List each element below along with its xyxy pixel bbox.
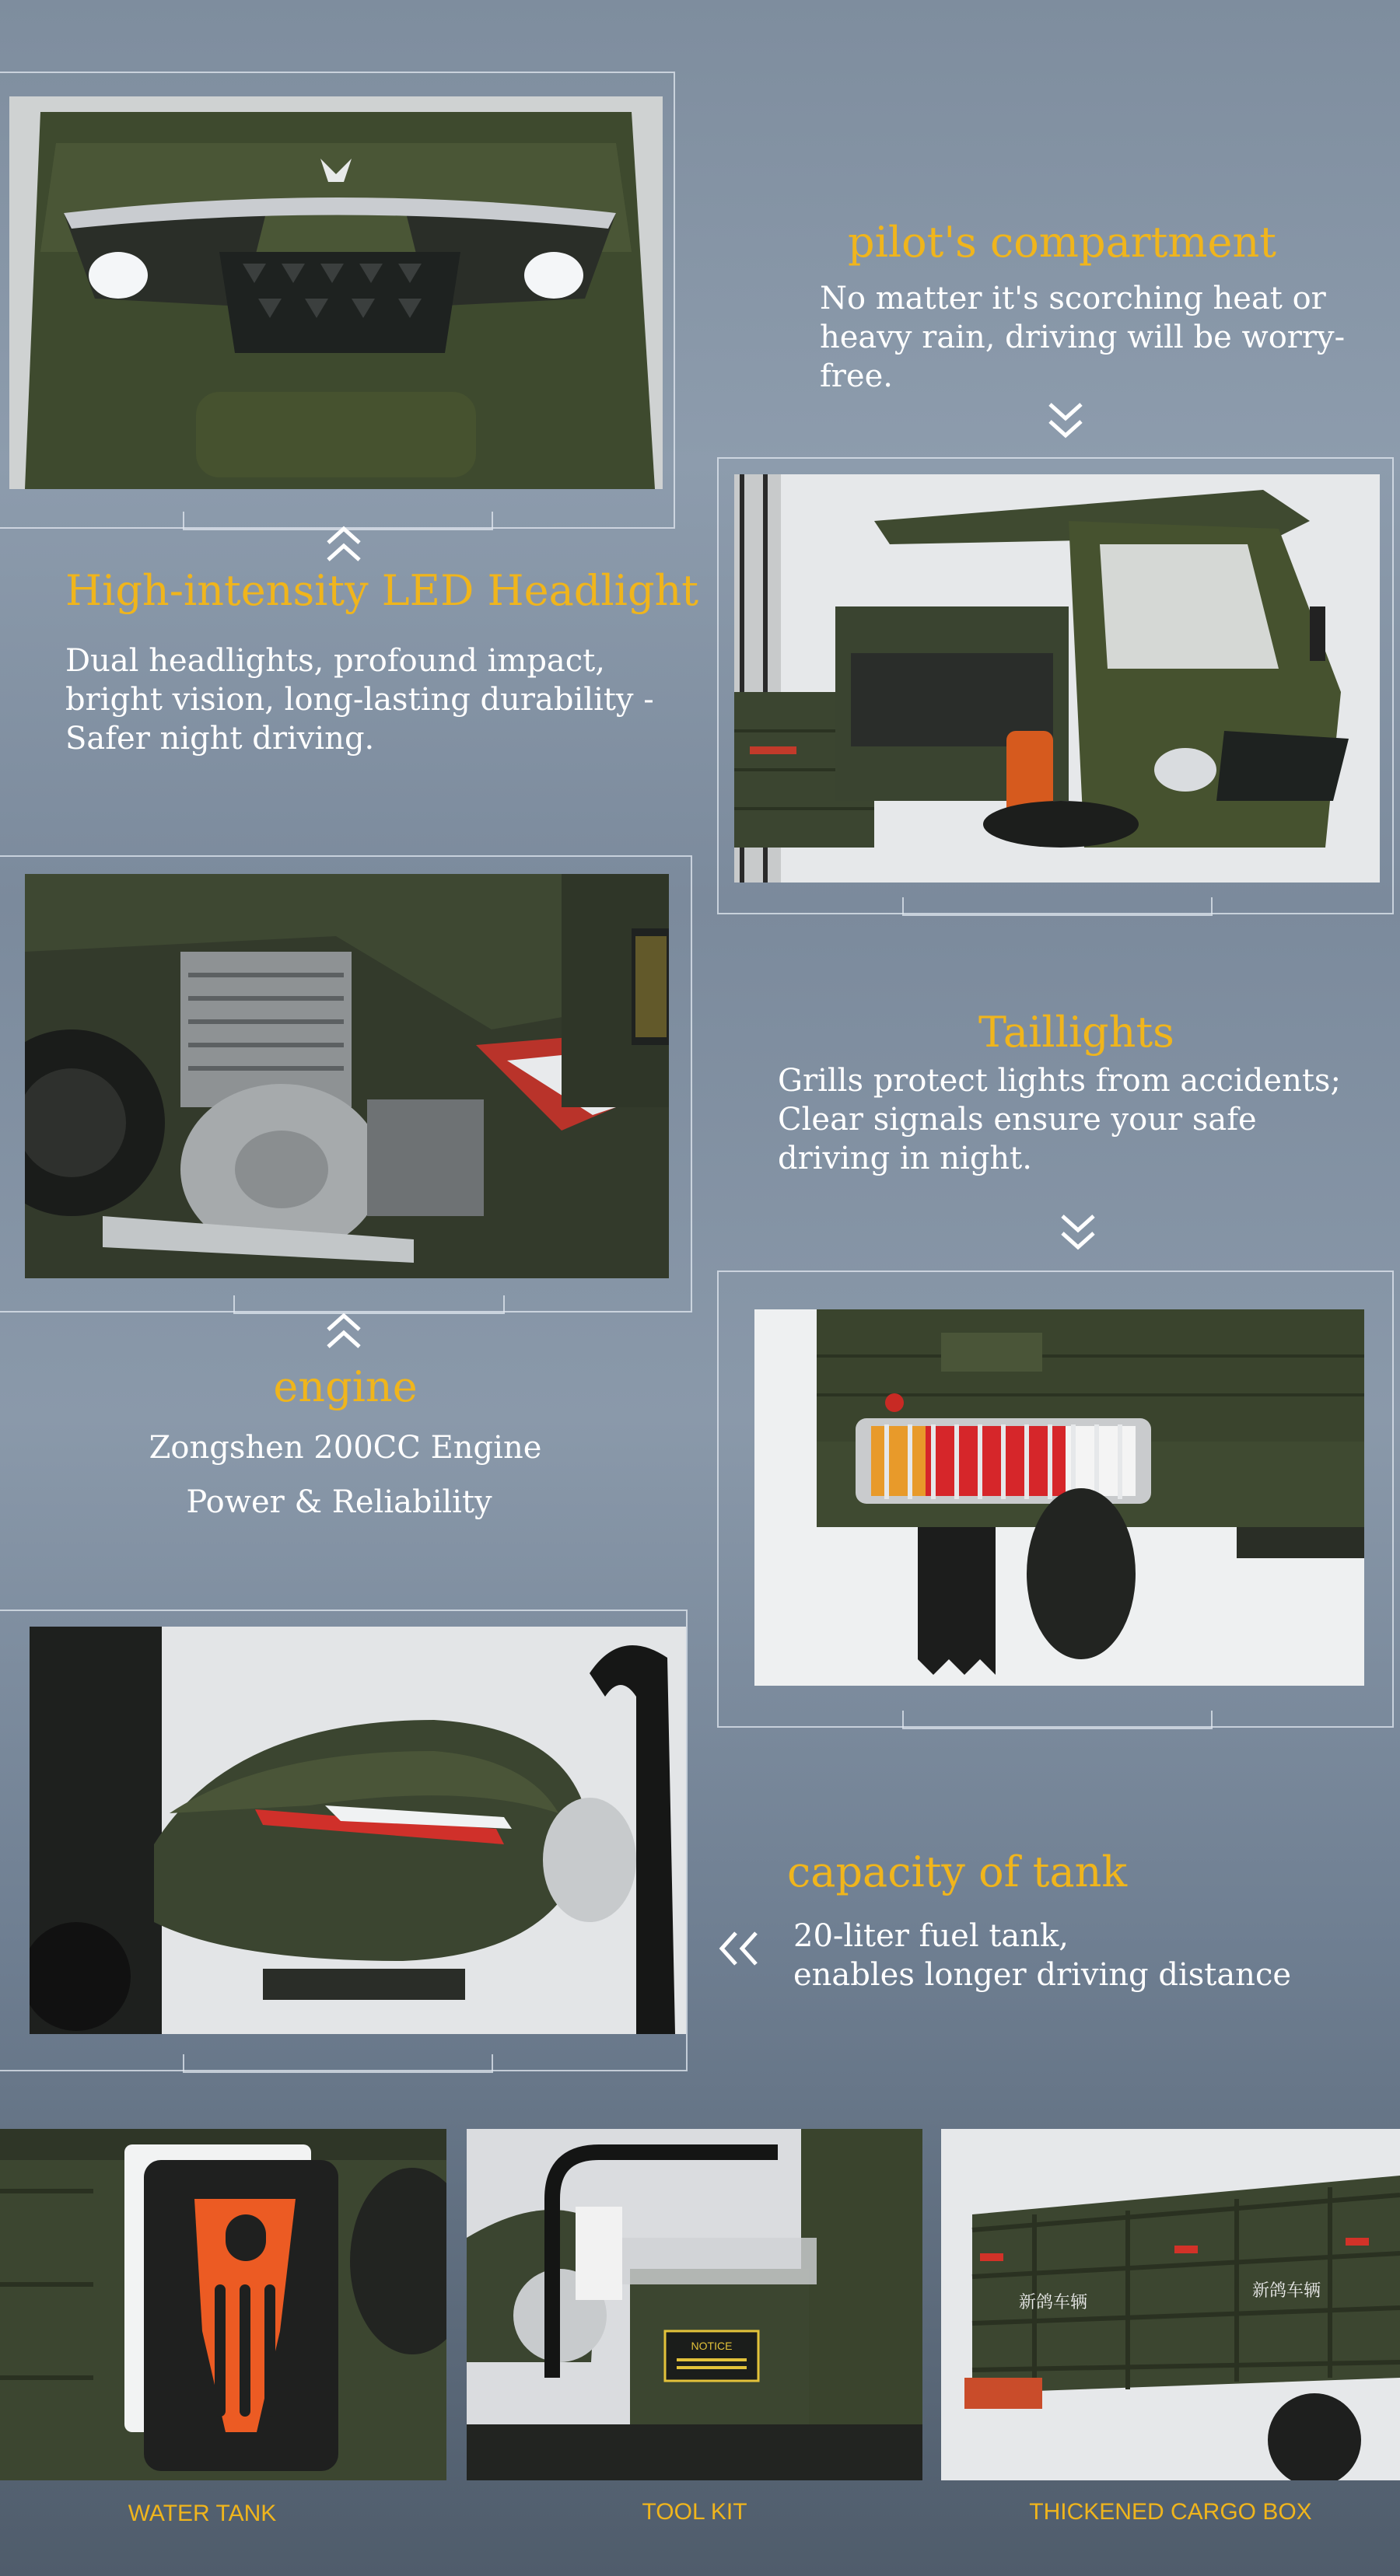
headlight-line: bright vision, long-lasting durability -: [65, 682, 654, 718]
cargo-box-marking-left: 新鸽车辆: [1019, 2293, 1088, 2312]
cargo-box-photo: [941, 2129, 1400, 2480]
pilot-line: free.: [820, 358, 893, 394]
headlight-title: High-intensity LED Headlight: [65, 566, 698, 615]
engine-line: Zongshen 200CC Engine: [149, 1430, 542, 1466]
pilot-title: pilot's compartment: [848, 218, 1276, 267]
headlight-photo: [9, 96, 663, 489]
toolkit-notice-label: NOTICE: [691, 2340, 733, 2352]
chevron-left-icon: [712, 1925, 767, 1972]
water-tank-photo: [0, 2129, 446, 2480]
headlight-line: Dual headlights, profound impact,: [65, 643, 605, 679]
water-tank-caption: WATER TANK: [128, 2501, 277, 2526]
chevron-down-icon: [1042, 395, 1089, 449]
tool-kit-caption: TOOL KIT: [642, 2499, 747, 2525]
engine-line: Power & Reliability: [186, 1484, 492, 1520]
headlight-line: Safer night driving.: [65, 721, 375, 757]
taillights-line: driving in night.: [778, 1141, 1032, 1176]
frame-tab: [233, 1295, 505, 1314]
frame-tab: [183, 2054, 493, 2073]
engine-title: engine: [273, 1362, 418, 1411]
tank-title: capacity of tank: [787, 1847, 1128, 1896]
tank-photo: [30, 1627, 686, 2034]
taillights-title: Taillights: [978, 1008, 1174, 1057]
frame-tab: [902, 897, 1213, 916]
tool-kit-photo: [467, 2129, 922, 2480]
engine-photo: [25, 874, 669, 1278]
taillights-line: Grills protect lights from accidents;: [778, 1063, 1341, 1099]
chevron-up-icon: [320, 1306, 367, 1361]
chevron-down-icon: [1055, 1207, 1101, 1261]
tank-line: 20-liter fuel tank,: [793, 1918, 1069, 1954]
pilot-line: No matter it's scorching heat or: [820, 281, 1326, 316]
frame-tab: [902, 1711, 1213, 1729]
tank-line: enables longer driving distance: [793, 1957, 1292, 1993]
cab-photo: [734, 474, 1380, 883]
cargo-box-marking-right: 新鸽车辆: [1252, 2281, 1321, 2301]
taillights-line: Clear signals ensure your safe: [778, 1102, 1257, 1138]
taillight-photo: [754, 1309, 1364, 1686]
cargo-box-caption: THICKENED CARGO BOX: [1029, 2499, 1312, 2525]
pilot-line: heavy rain, driving will be worry-: [820, 320, 1346, 355]
